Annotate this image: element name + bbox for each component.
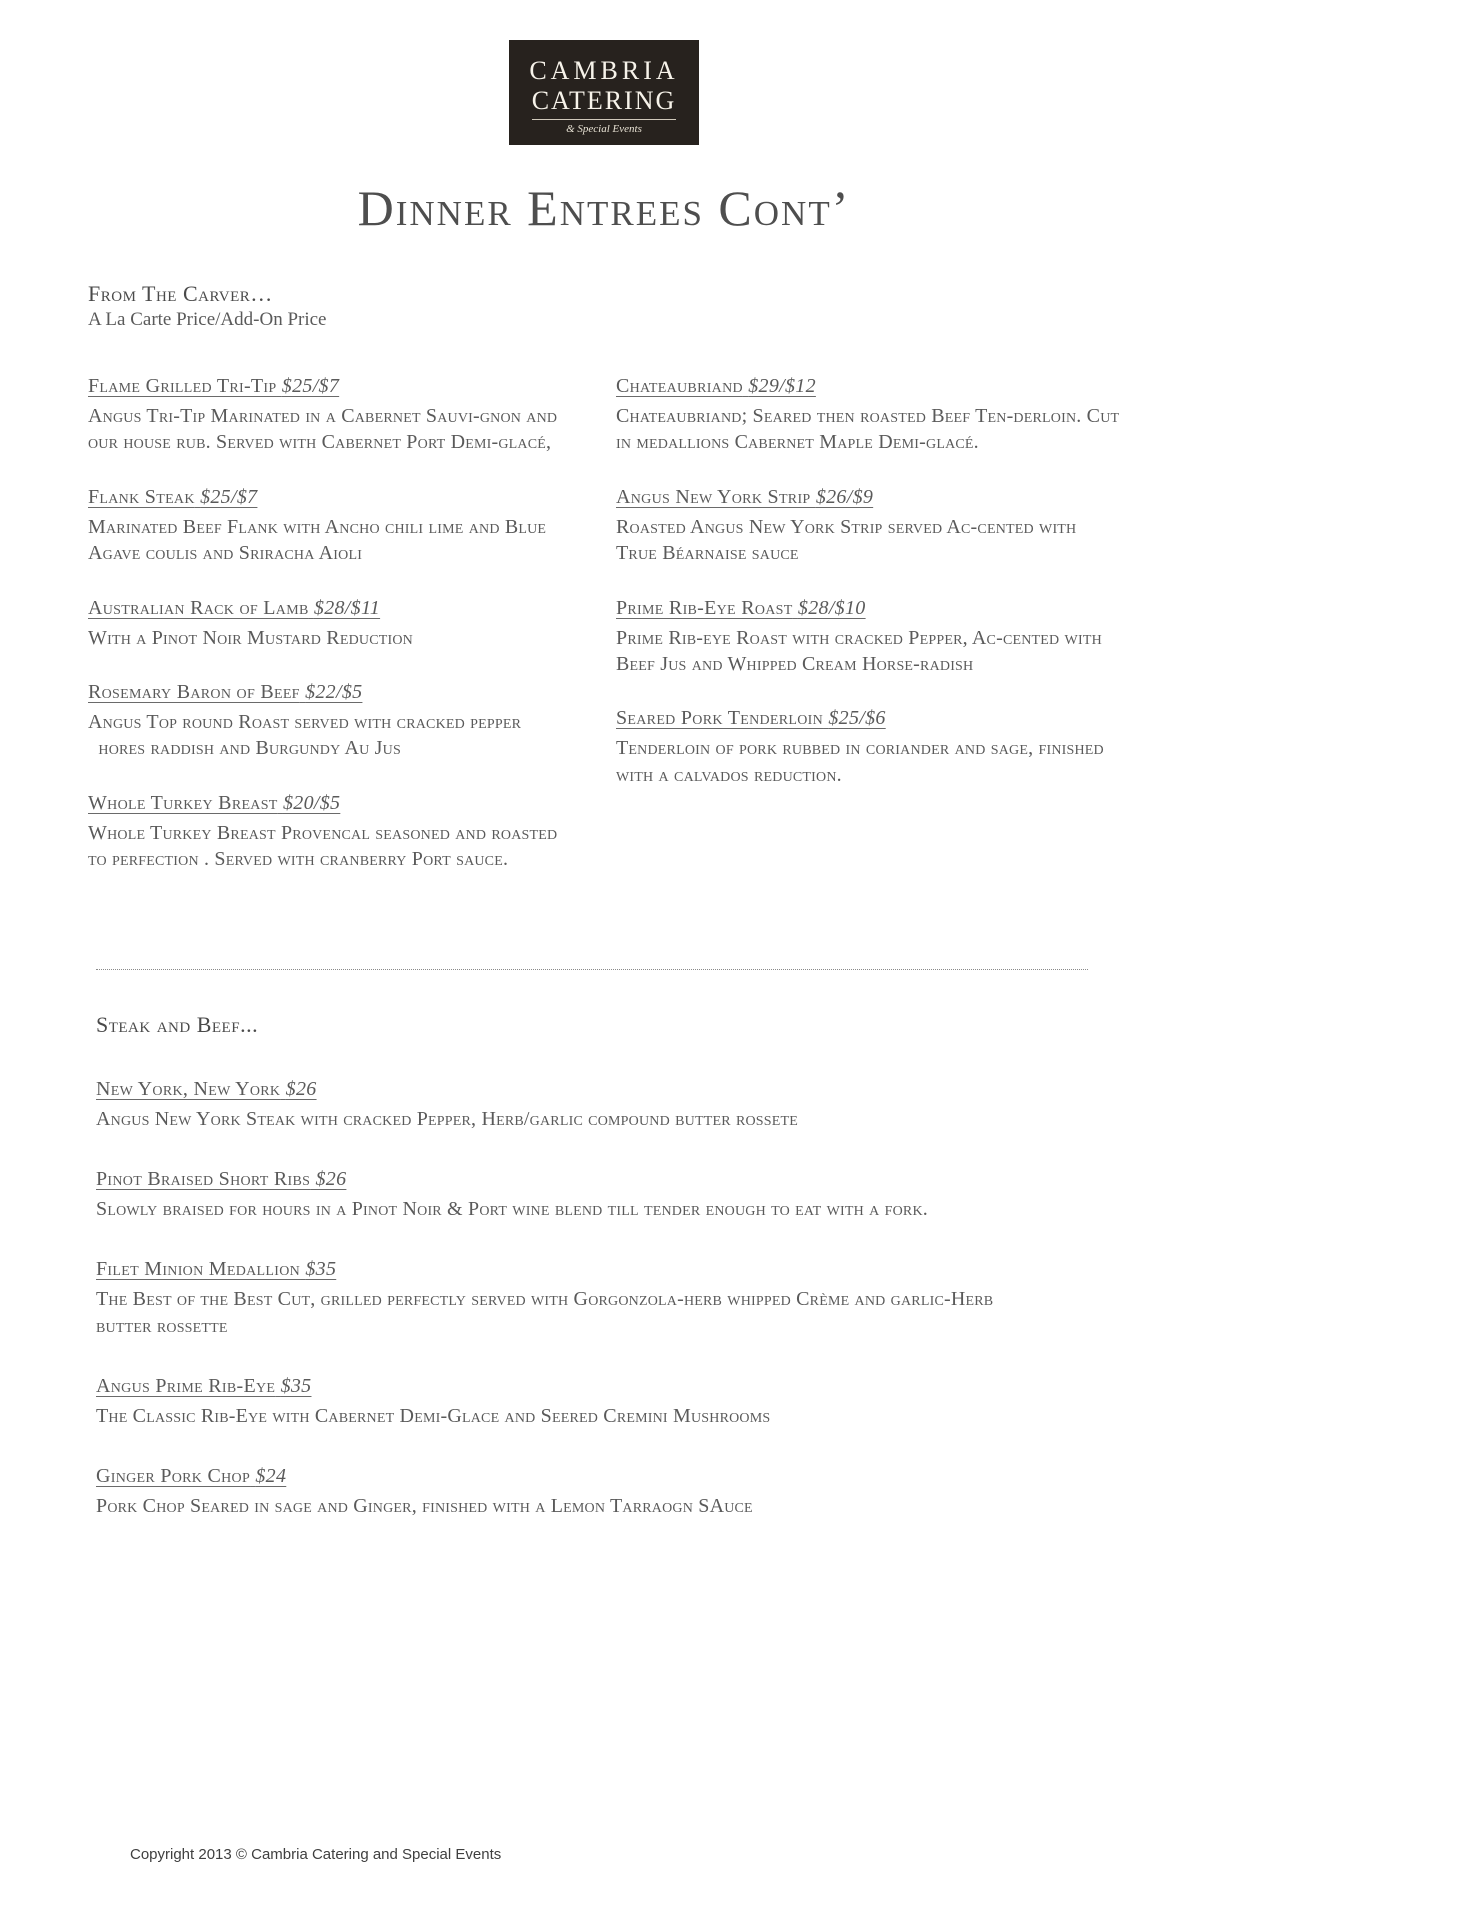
menu-item-name: Angus New York Strip [616, 485, 811, 508]
menu-item-price: $25/$7 [281, 375, 340, 397]
logo-name-line1: CAMBRIA [529, 56, 679, 85]
menu-item-title [96, 1168, 1120, 1191]
page-title: Dinner Entrees Cont’ [357, 180, 851, 236]
steak-and-beef-section [88, 1012, 1120, 1520]
menu-item-title [616, 707, 1120, 730]
menu-item [88, 486, 574, 567]
menu-item-title [96, 1078, 1120, 1101]
menu-item-description: Chateaubriand; Seared then roasted Beef Ten-derloin. Cut in medallions Cabernet Maple Demi-glacé. [616, 405, 1120, 454]
menu-item-name: Ginger Pork Chop [96, 1465, 251, 1488]
menu-item-price: $28/$11 [313, 596, 381, 619]
menu-item-name: New York, New York [96, 1077, 281, 1100]
menu-item-description: The Best of the Best Cut, grilled perfectly served with Gorgonzola-herb whipped Crème and garlic-Herb butter rossette [96, 1288, 994, 1337]
menu-item-name: Seared Pork Tenderloin [616, 707, 824, 730]
copyright-footer: Copyright 2013 © Cambria Catering and Special Events [130, 1846, 502, 1863]
section-heading-carver: From The Carver… [88, 281, 273, 306]
menu-item-name: Pinot Braised Short Ribs [96, 1167, 311, 1190]
section-heading-steak: Steak and Beef... [96, 1011, 259, 1037]
menu-item-name: Rosemary Baron of Beef [88, 680, 300, 703]
menu-item-name: Angus Prime Rib-Eye [96, 1375, 276, 1398]
menu-item [616, 707, 1120, 788]
menu-item-description: The Classic Rib-Eye with Cabernet Demi-Glace and Seered Cremini Mushrooms [96, 1405, 771, 1428]
menu-item-price: $28/$10 [797, 596, 866, 619]
carver-right-column [616, 375, 1120, 903]
logo-tagline: & Special Events [566, 123, 642, 135]
menu-item-price: $24 [255, 1465, 287, 1488]
menu-item [88, 597, 574, 651]
menu-item-title [88, 375, 574, 398]
page [88, 0, 1120, 1520]
menu-item-title [96, 1375, 1120, 1398]
menu-item [616, 597, 1120, 678]
menu-item [616, 486, 1120, 567]
menu-item [96, 1168, 1120, 1222]
menu-item-description: With a Pinot Noir Mustard Reduction [88, 626, 413, 649]
section-subheading-carver: A La Carte Price/Add-On Price [88, 309, 327, 330]
menu-item-name: Prime Rib-Eye Roast [616, 596, 793, 619]
menu-item [96, 1258, 1120, 1339]
menu-item [96, 1465, 1120, 1519]
steak-items [96, 1078, 1120, 1520]
menu-item-title [96, 1465, 1120, 1488]
menu-item-description: Whole Turkey Breast Provencal seasoned and roasted to perfection . Served with cranberry Port sauce. [88, 821, 558, 871]
menu-item [88, 375, 574, 456]
menu-item-description: Slowly braised for hours in a Pinot Noir & Port wine blend till tender enough to eat with a fork. [96, 1197, 928, 1220]
menu-item-name: Chateaubriand [616, 375, 743, 397]
carver-columns [88, 375, 1120, 903]
carver-left-column [88, 375, 574, 903]
menu-item-description: Angus Top round Roast served with cracked pepper hores raddish and Burgundy Au Jus [88, 710, 522, 760]
menu-item-title [616, 597, 1120, 620]
logo-name-line2: CATERING [532, 86, 677, 120]
menu-item-description: Pork Chop Seared in sage and Ginger, finished with a Lemon Tarraogn SAuce [96, 1495, 753, 1518]
menu-item-title [88, 792, 574, 815]
menu-item-title [96, 1258, 1120, 1281]
menu-item [96, 1078, 1120, 1132]
menu-item-title [616, 375, 1120, 398]
menu-item-title [88, 486, 574, 509]
menu-item [96, 1375, 1120, 1429]
menu-item-price: $25/$6 [828, 707, 886, 730]
menu-item-description: Tenderloin of pork rubbed in coriander and sage, finished with a calvados reduction. [616, 737, 1104, 786]
menu-item-description: Marinated Beef Flank with Ancho chili lime and Blue Agave coulis and Sriracha Aioli [88, 515, 547, 565]
menu-item [616, 375, 1120, 456]
company-logo [509, 40, 699, 145]
menu-item-price: $35 [305, 1258, 337, 1281]
menu-item-price: $35 [280, 1375, 312, 1398]
menu-item-name: Filet Minion Medallion [96, 1258, 301, 1281]
menu-item-price: $25/$7 [200, 485, 258, 508]
menu-item-price: $26 [285, 1077, 317, 1100]
menu-item [88, 681, 574, 762]
menu-item-description: Prime Rib-eye Roast with cracked Pepper, Ac-cented with Beef Jus and Whipped Cream Horse-radish [616, 626, 1102, 675]
menu-item-description: Roasted Angus New York Strip served Ac-cented with True Béarnaise sauce [616, 515, 1077, 565]
menu-item-name: Australian Rack of Lamb [88, 596, 309, 619]
menu-item-title [88, 681, 574, 704]
menu-item [88, 792, 574, 873]
menu-item-price: $29/$12 [748, 375, 816, 397]
menu-item-title [88, 597, 574, 620]
menu-item-price: $26 [315, 1167, 347, 1190]
menu-item-description: Angus New York Steak with cracked Pepper, Herb/garlic compound butter rossete [96, 1107, 799, 1130]
menu-item-price: $20/$5 [282, 791, 341, 814]
menu-item-description: Angus Tri-Tip Marinated in a Cabernet Sauvi-gnon and our house rub. Served with Cabernet Port Demi-glacé, [88, 405, 558, 454]
menu-item-price: $22/$5 [305, 680, 363, 703]
menu-item-price: $26/$9 [815, 485, 874, 508]
menu-item-title [616, 486, 1120, 509]
section-divider [96, 969, 1088, 970]
menu-item-name: Flame Grilled Tri-Tip [88, 375, 277, 397]
menu-item-name: Flank Steak [88, 485, 195, 508]
menu-item-name: Whole Turkey Breast [88, 791, 278, 814]
